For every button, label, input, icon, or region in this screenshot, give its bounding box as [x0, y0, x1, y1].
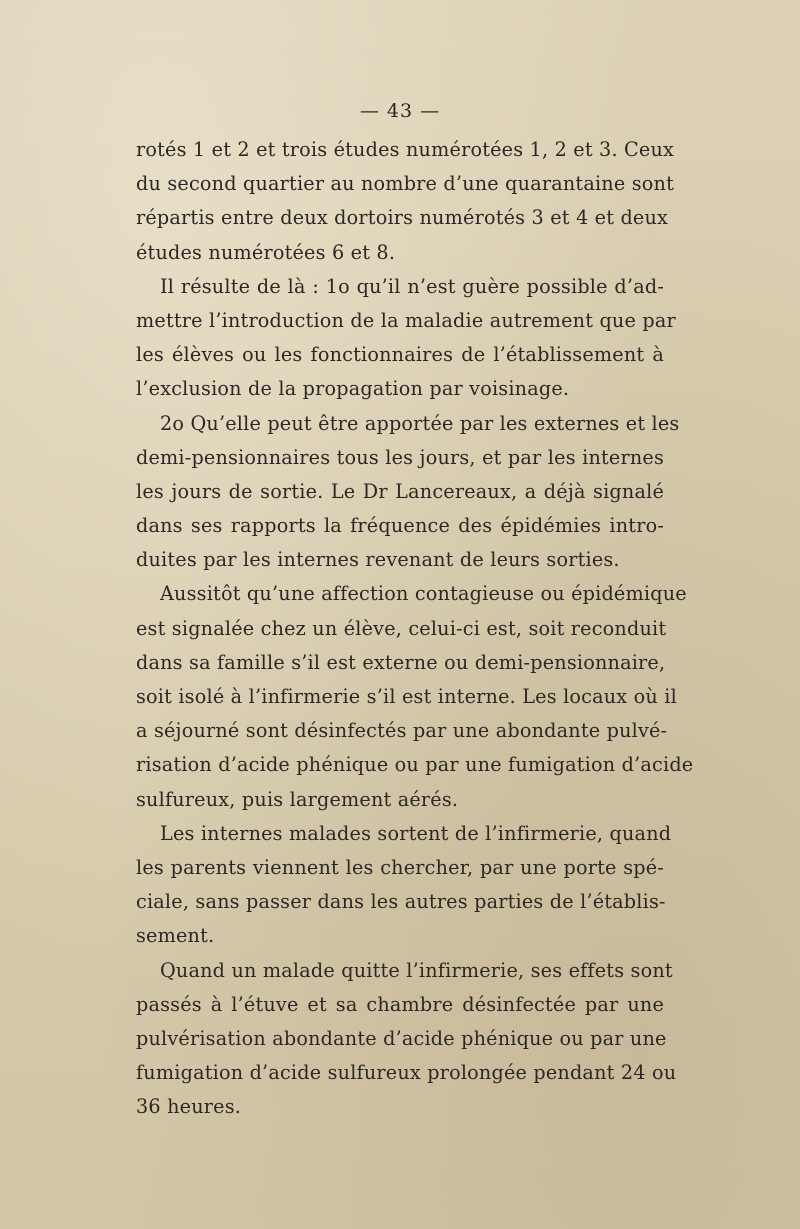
text-line: du second quartier au nombre d’une quarantaine sont	[136, 172, 674, 196]
text-line: les jours de sortie. Le Dr Lancereaux, a déjà signalé	[136, 479, 664, 503]
text-line: mettre l’introduction de la maladie autrement que par	[136, 308, 676, 332]
text-line: demi-pensionnaires tous les jours, et par les internes	[136, 445, 664, 469]
text-line: études numérotées 6 et 8.	[136, 240, 396, 264]
text-line: sement.	[136, 924, 215, 948]
text-line: 2o Qu’elle peut être apportée par les externes et les	[160, 411, 680, 435]
text-line: a séjourné sont désinfectés par une abondante pulvé-	[136, 719, 668, 743]
text-line: risation d’acide phénique ou par une fumigation d’acide	[136, 753, 694, 777]
text-line: les élèves ou les fonctionnaires de l’établissement à	[136, 343, 664, 367]
body-text	[136, 133, 694, 1124]
text-line: dans ses rapports la fréquence des épidémies intro-	[136, 514, 664, 538]
text-line: fumigation d’acide sulfureux prolongée pendant 24 ou	[136, 1061, 677, 1085]
text-line: rotés 1 et 2 et trois études numérotées 1, 2 et 3. Ceux	[136, 138, 675, 161]
text-line: sulfureux, puis largement aérés.	[136, 787, 459, 811]
text-line: 36 heures.	[136, 1095, 242, 1119]
text-line: pulvérisation abondante d’acide phénique ou par une	[136, 1026, 667, 1050]
text-line: Les internes malades sortent de l’infirmerie, quand	[160, 821, 672, 845]
page-number: — 43 —	[359, 100, 441, 122]
text-line: est signalée chez un élève, celui-ci est, soit reconduit	[136, 616, 667, 640]
text-line: Aussitôt qu’une affection contagieuse ou épidémique	[160, 582, 687, 606]
text-line: dans sa famille s’il est externe ou demi-pensionnaire,	[136, 650, 666, 674]
text-line: Quand un malade quitte l’infirmerie, ses effets sont	[160, 958, 673, 982]
text-line: répartis entre deux dortoirs numérotés 3 et 4 et deux	[136, 206, 669, 230]
text-line: ciale, sans passer dans les autres parties de l’établis-	[136, 890, 666, 914]
text-line: Il résulte de là : 1o qu’il n’est guère possible d’ad-	[160, 274, 664, 298]
text-line: passés à l’étuve et sa chambre désinfectée par une	[136, 992, 664, 1016]
text-line: les parents viennent les chercher, par une porte spé-	[136, 855, 664, 879]
text-line: soit isolé à l’infirmerie s’il est interne. Les locaux où il	[136, 685, 677, 708]
text-line: l’exclusion de la propagation par voisinage.	[136, 377, 570, 401]
text-line: duites par les internes revenant de leurs sorties.	[136, 548, 620, 572]
